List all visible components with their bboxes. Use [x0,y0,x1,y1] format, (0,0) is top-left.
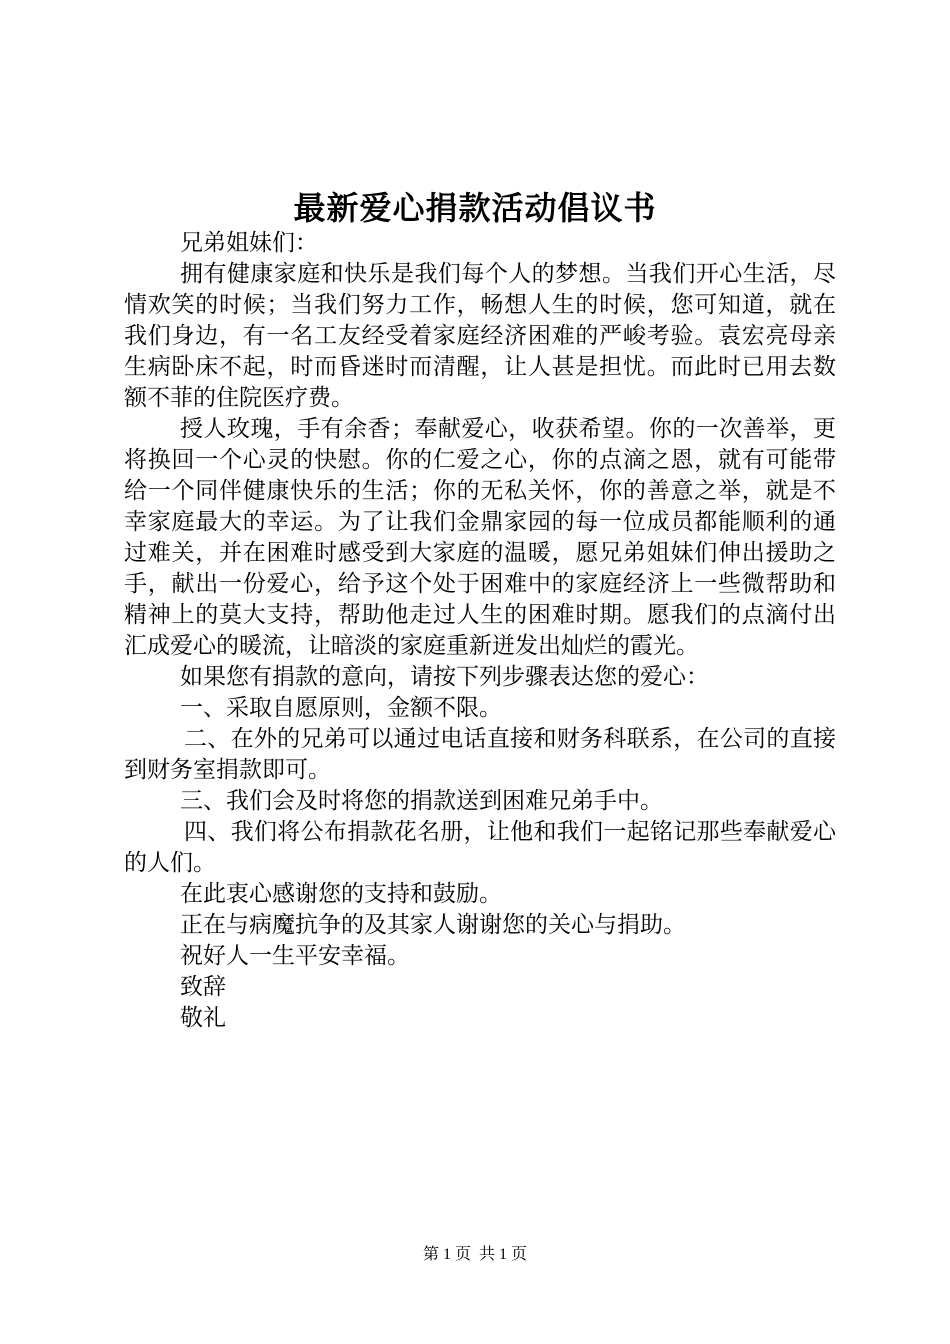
list-item: 二、在外的兄弟可以通过电话直接和财务科联系，在公司的直接到财务室捐款即可。 [124,726,836,783]
closing-line: 致辞 [180,974,226,1000]
page-total: 共 1 页 [479,1246,528,1263]
page-footer [0,1244,950,1266]
list-item: 一、采取自愿原则，金额不限。 [180,695,502,721]
paragraph: 正在与病魔抗争的及其家人谢谢您的关心与捐助。 [180,912,686,938]
list-item: 三、我们会及时将您的捐款送到困难兄弟手中。 [180,788,663,814]
paragraph: 如果您有捐款的意向，请按下列步骤表达您的爱心： [180,664,709,690]
paragraph: 授人玫瑰，手有余香；奉献爱心，收获希望。你的一次善举，更将换回一个心灵的快慰。你的仁爱之心，你的点滴之恩，就有可能带给一个同伴健康快乐的生活；你的无私关怀，你的善意之举，就是不幸家庭最大的幸运。为了让我们金鼎家园的每一位成员都能顺利的通过难关，并在困难时感受到大家庭的温暖，愿兄弟姐妹们伸出援助之手，献出一份爱心，给予这个处于困难中的家庭经济上一些微帮助和精神上的莫大支持，帮助他走过人生的困难时期。愿我们的点滴付出汇成爱心的暖流，让暗淡的家庭重新迸发出灿烂的霞光。 [124,416,836,659]
closing-line: 敬礼 [180,1005,226,1031]
paragraph: 在此衷心感谢您的支持和鼓励。 [180,881,502,907]
document-body [124,228,836,1034]
page-number: 第 1 页 [422,1246,471,1263]
document-title: 最新爱心捐款活动倡议书 [293,189,657,227]
list-item: 四、我们将公布捐款花名册，让他和我们一起铭记那些奉献爱心的人们。 [124,819,836,876]
salutation: 兄弟姐妹们： [180,230,318,256]
paragraph: 祝好人一生平安幸福。 [180,943,410,969]
paragraph: 拥有健康家庭和快乐是我们每个人的梦想。当我们开心生活，尽情欢笑的时候；当我们努力工作，畅想人生的时候，您可知道，就在我们身边，有一名工友经受着家庭经济困难的严峻考验。袁宏亮母亲生病卧床不起，时而昏迷时而清醒，让人甚是担忧。而此时已用去数额不菲的住院医疗费。 [124,261,836,411]
